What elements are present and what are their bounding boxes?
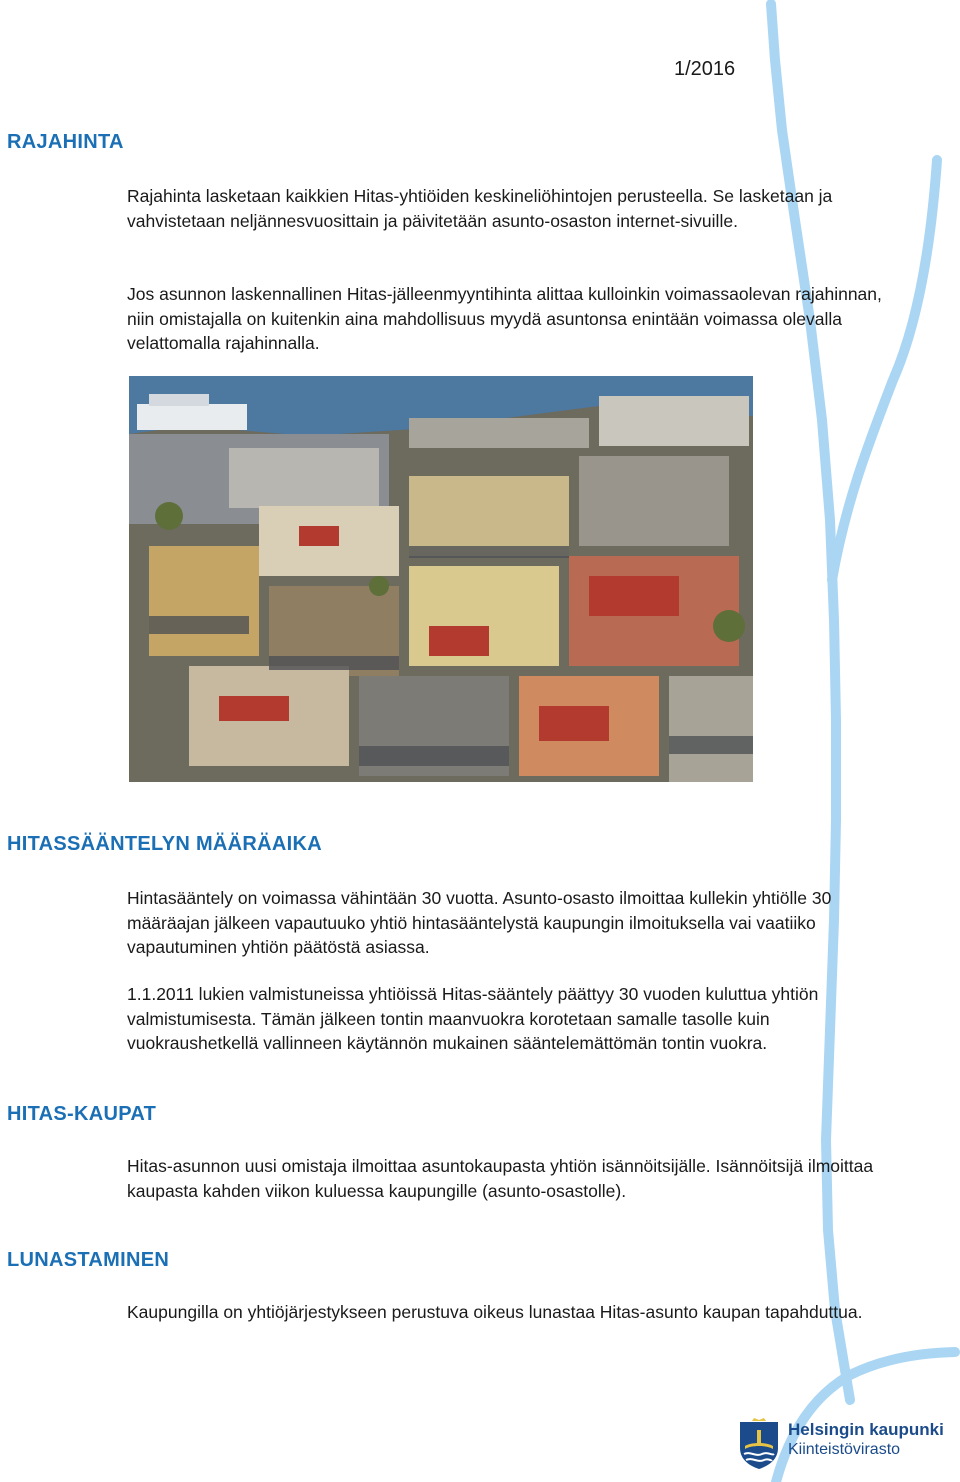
heading-rajahinta: RAJAHINTA xyxy=(7,131,124,153)
logo-department: Kiinteistövirasto xyxy=(788,1441,901,1458)
rajahinta-paragraph-1: Rajahinta lasketaan kaikkien Hitas-yhtiöiden keskineliöhintojen perusteella. Se lasketaan ja vahvistetaan neljännesvuosittain ja päivitetään asunto-osaston internet-sivuille. xyxy=(127,186,833,231)
helsinki-crest-icon xyxy=(738,1418,780,1470)
heading-hitas-kaupat: HITAS-KAUPAT xyxy=(7,1103,157,1125)
logo-name: Helsingin kaupunki xyxy=(788,1420,944,1439)
lunastaminen-paragraph-1: Kaupungilla on yhtiöjärjestykseen perustuva oikeus lunastaa Hitas-asunto kaupan tapahduttua. xyxy=(127,1302,863,1322)
maaraaika-paragraph-2: 1.1.2011 lukien valmistuneissa yhtiöissä Hitas-sääntely päättyy 30 vuoden kuluttua yhtiön valmistumisesta. Tämän jälkeen tontin maanvuokra korotetaan samalle tasolle kuin vuokraushetkellä vallinneen käytännön mukainen sääntelemättömän tontin vuokra. xyxy=(127,984,819,1053)
kaupat-paragraph-1: Hitas-asunnon uusi omistaja ilmoittaa asuntokaupasta yhtiön isännöitsijälle. Isännöitsijä ilmoittaa kaupasta kahden viikon kuluessa kaupungille (asunto-osastolle). xyxy=(127,1156,874,1201)
page-number: 1/2016 xyxy=(674,58,736,80)
rajahinta-paragraph-2: Jos asunnon laskennallinen Hitas-jälleenmyyntihinta alittaa kulloinkin voimassaolevan rajahinnan, niin omistajalla on kuitenkin aina mahdollisuus myydä asuntonsa enintään voimassa olevalla velattomalla rajahinnalla. xyxy=(127,284,882,353)
helsinki-logo xyxy=(738,1418,948,1474)
aerial-city-photo xyxy=(129,376,753,782)
heading-maaraaika: HITASSÄÄNTELYN MÄÄRÄAIKA xyxy=(7,833,322,855)
maaraaika-paragraph-1: Hintasääntely on voimassa vähintään 30 vuotta. Asunto-osasto ilmoittaa kullekin yhtiölle 30 määräajan jälkeen vapautuuko yhtiö hintasääntelystä kaupungin ilmoituksella vai vaatiiko vapautuminen yhtiön päätöstä asiassa. xyxy=(127,888,832,957)
heading-lunastaminen: LUNASTAMINEN xyxy=(7,1249,170,1271)
